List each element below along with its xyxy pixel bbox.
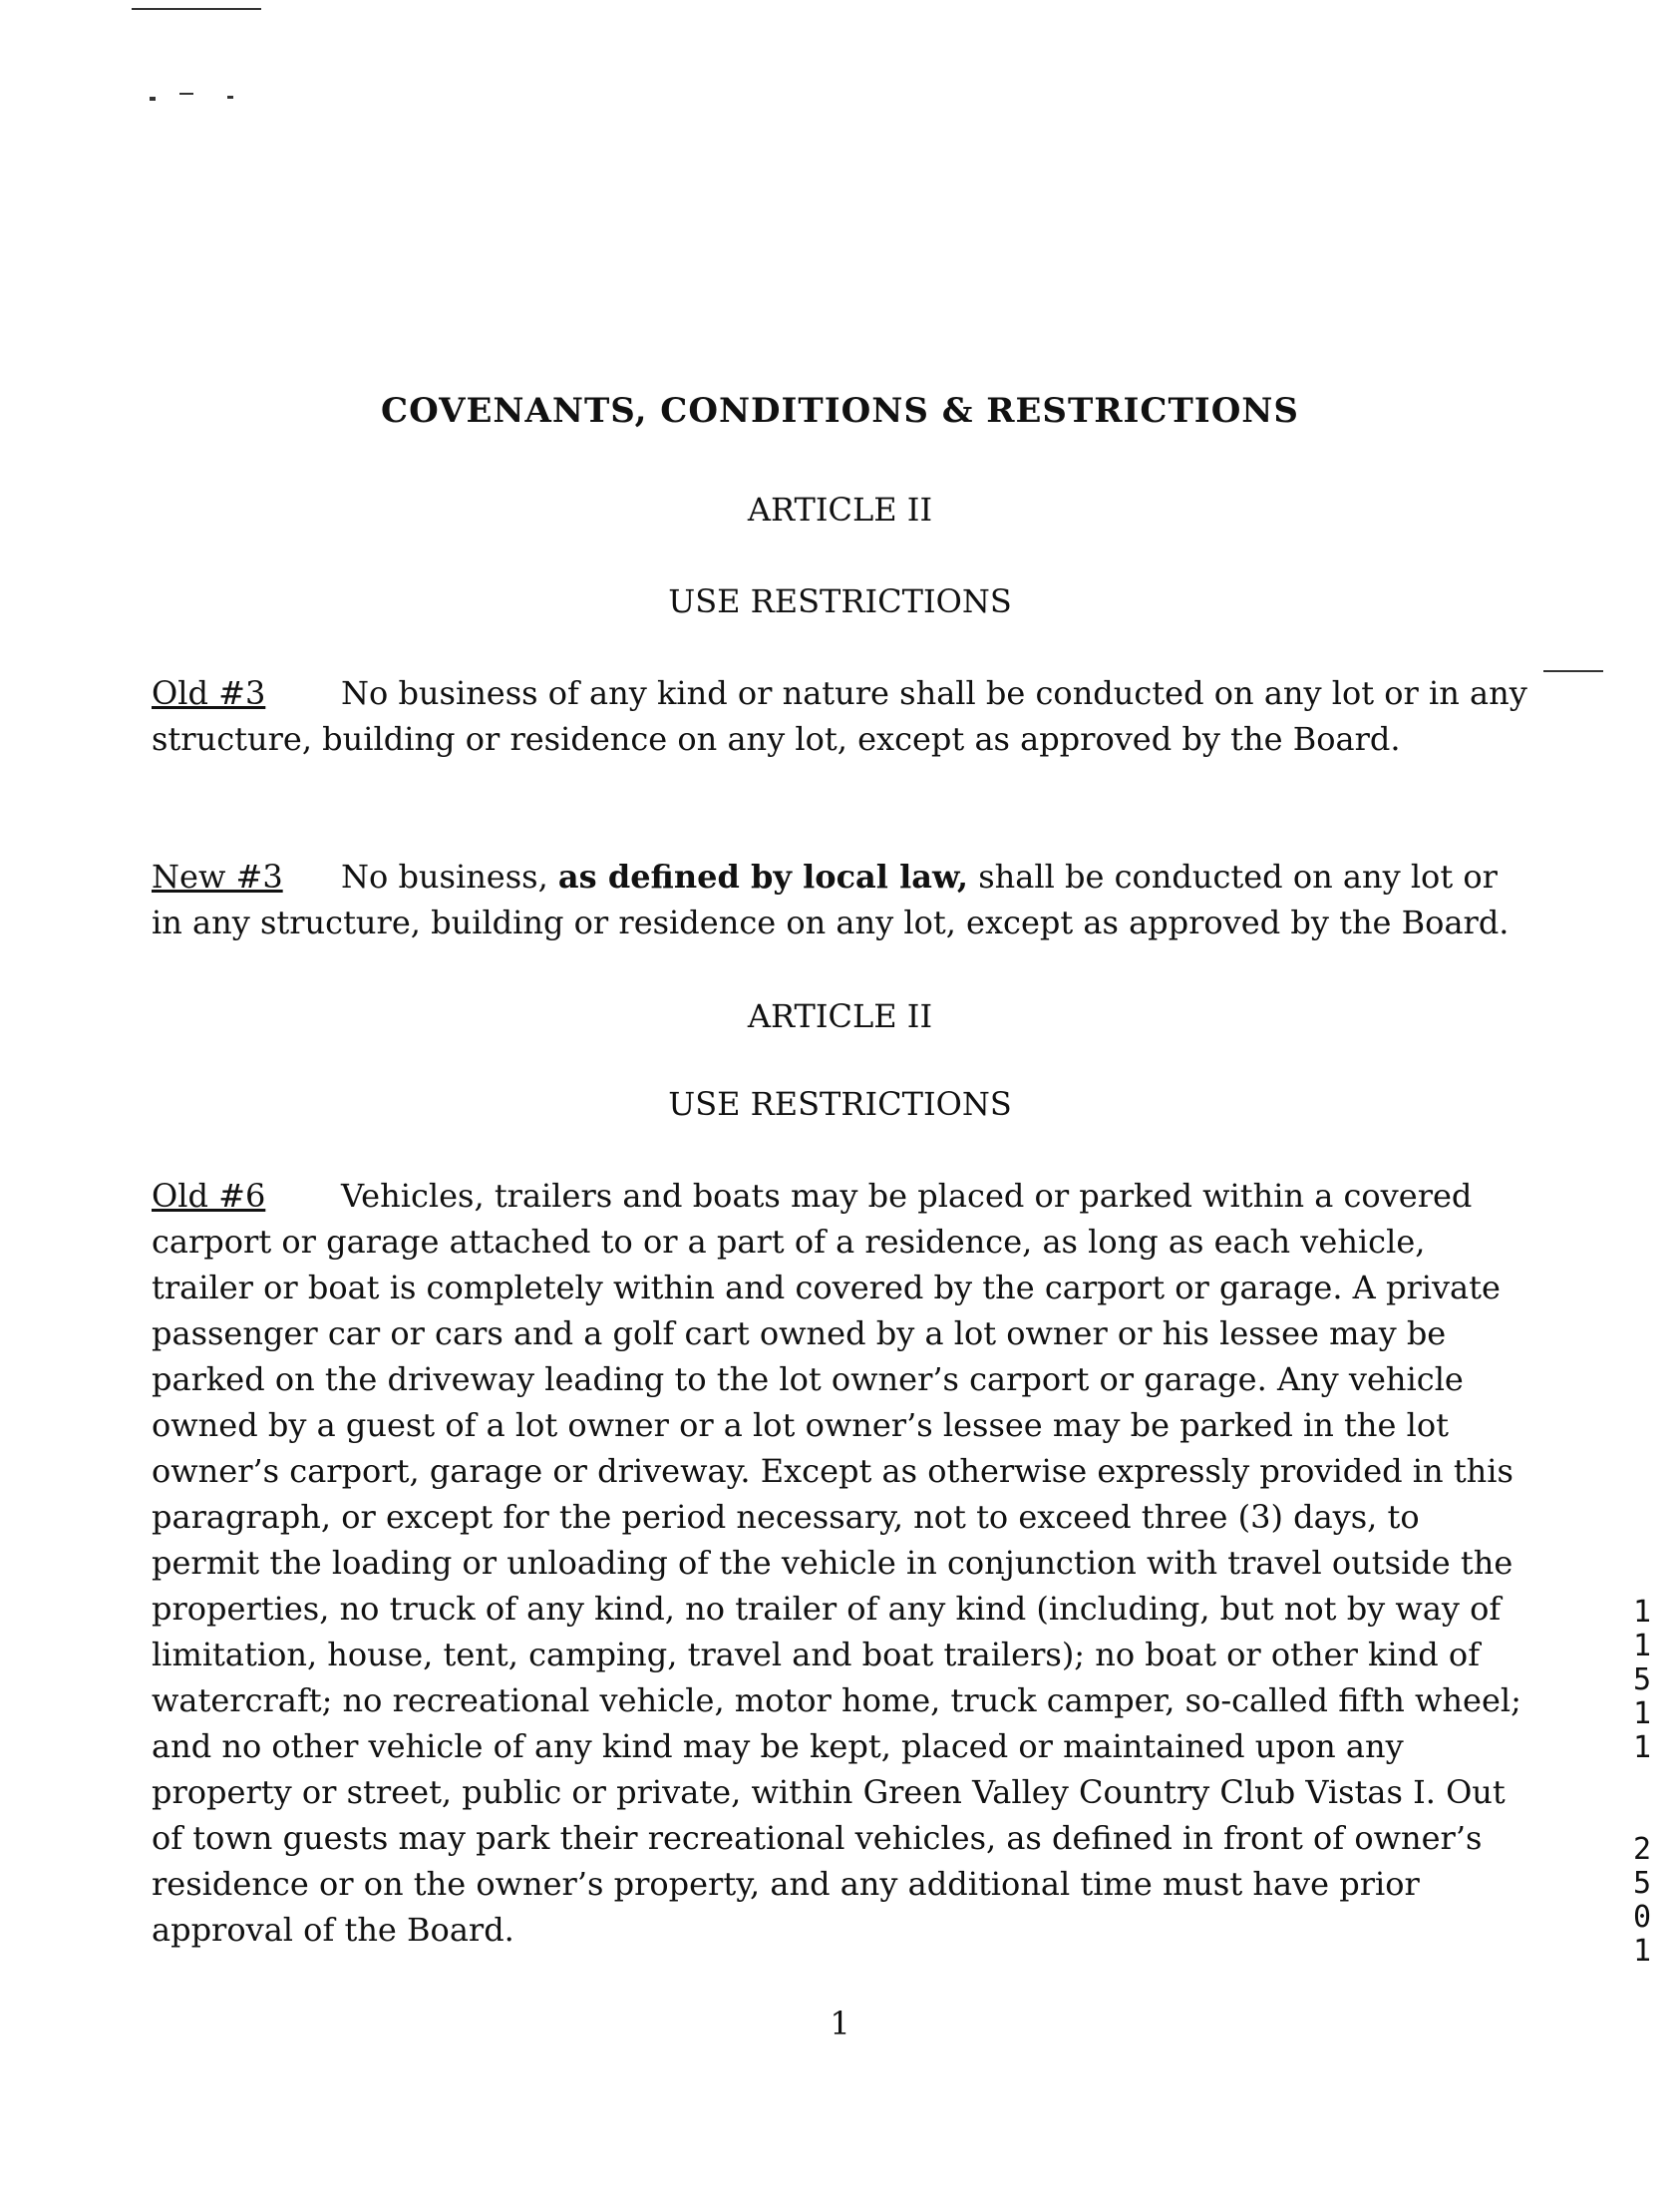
scan-artifact-dash <box>1543 670 1603 672</box>
clause-label: Old #3 <box>152 674 266 712</box>
margin-stamp <box>1627 1596 1657 1969</box>
document-title: COVENANTS, CONDITIONS & RESTRICTIONS <box>381 391 1299 431</box>
clause-label: New #3 <box>152 858 283 896</box>
section-heading: USE RESTRICTIONS <box>668 1085 1012 1123</box>
scan-artifact-dot <box>227 96 233 99</box>
scan-artifact-dot <box>179 93 193 95</box>
clause-new-3 <box>152 854 1527 945</box>
page-number: 1 <box>830 2005 850 2042</box>
clause-text: No business, <box>341 858 558 896</box>
article-heading: ARTICLE II <box>747 997 933 1035</box>
clause-text-bold: as defined by local law, <box>557 858 969 896</box>
clause-text: Vehicles, trailers and boats may be placed or parked within a covered carport or garage attached to or a part of a residence, as long as each vehicle, trailer or boat is completely within and covered by the carport or garage. A private passenger car or cars and a golf cart owned by a lot owner or his lessee may be parked on the driveway leading to the lot owner’s carport or garage. Any vehicle owned by a guest of a lot owner or a lot owner’s lessee may be parked in the lot owner’s carport, garage or driveway. Except as otherwise expressly provided in this paragraph, or except for the period necessary, not to exceed three (3) days, to permit the loading or unloading of the vehicle in conjunction with travel outside the properties, no truck of any kind, no trailer of any kind (including, but not by way of limitation, house, tent, camping, travel and boat trailers); no boat or other kind of watercraft; no recreational vehicle, motor home, truck camper, so-called fifth wheel; and no other vehicle of any kind may be kept, placed or maintained upon any property or street, public or private, within Green Valley Country Club Vistas I. Out of town guests may park their recreational vehicles, as defined in front of owner’s residence or on the owner’s property, and any additional time must have prior approval of the Board. <box>152 1177 1521 1949</box>
margin-stamp-char: 5 <box>1632 1866 1652 1901</box>
margin-stamp-char: 5 <box>1632 1662 1652 1697</box>
scan-artifact-dot <box>150 97 156 101</box>
scan-artifact-line <box>132 8 261 10</box>
clause-label: Old #6 <box>152 1177 266 1215</box>
margin-stamp-char: 0 <box>1632 1900 1652 1935</box>
margin-stamp-char: 1 <box>1632 1934 1652 1969</box>
section-heading: USE RESTRICTIONS <box>668 582 1012 620</box>
margin-stamp-char: 1 <box>1632 1595 1652 1630</box>
margin-stamp-char: 1 <box>1632 1629 1652 1663</box>
margin-stamp-char: 2 <box>1632 1832 1652 1867</box>
margin-stamp-char <box>1627 1765 1657 1799</box>
article-heading: ARTICLE II <box>747 491 933 529</box>
clause-text: shall be conducted on any lot or in any structure, building or residence on any lot, except as approved by the Board. <box>152 858 1510 941</box>
margin-stamp-char: 1 <box>1632 1696 1652 1731</box>
clause-old-3 <box>152 670 1527 762</box>
clause-text: No business of any kind or nature shall be conducted on any lot or in any structure, building or residence on any lot, except as approved by the Board. <box>152 674 1527 758</box>
margin-stamp-char: 1 <box>1632 1730 1652 1765</box>
margin-stamp-char <box>1627 1799 1657 1833</box>
clause-old-6 <box>152 1173 1527 1953</box>
